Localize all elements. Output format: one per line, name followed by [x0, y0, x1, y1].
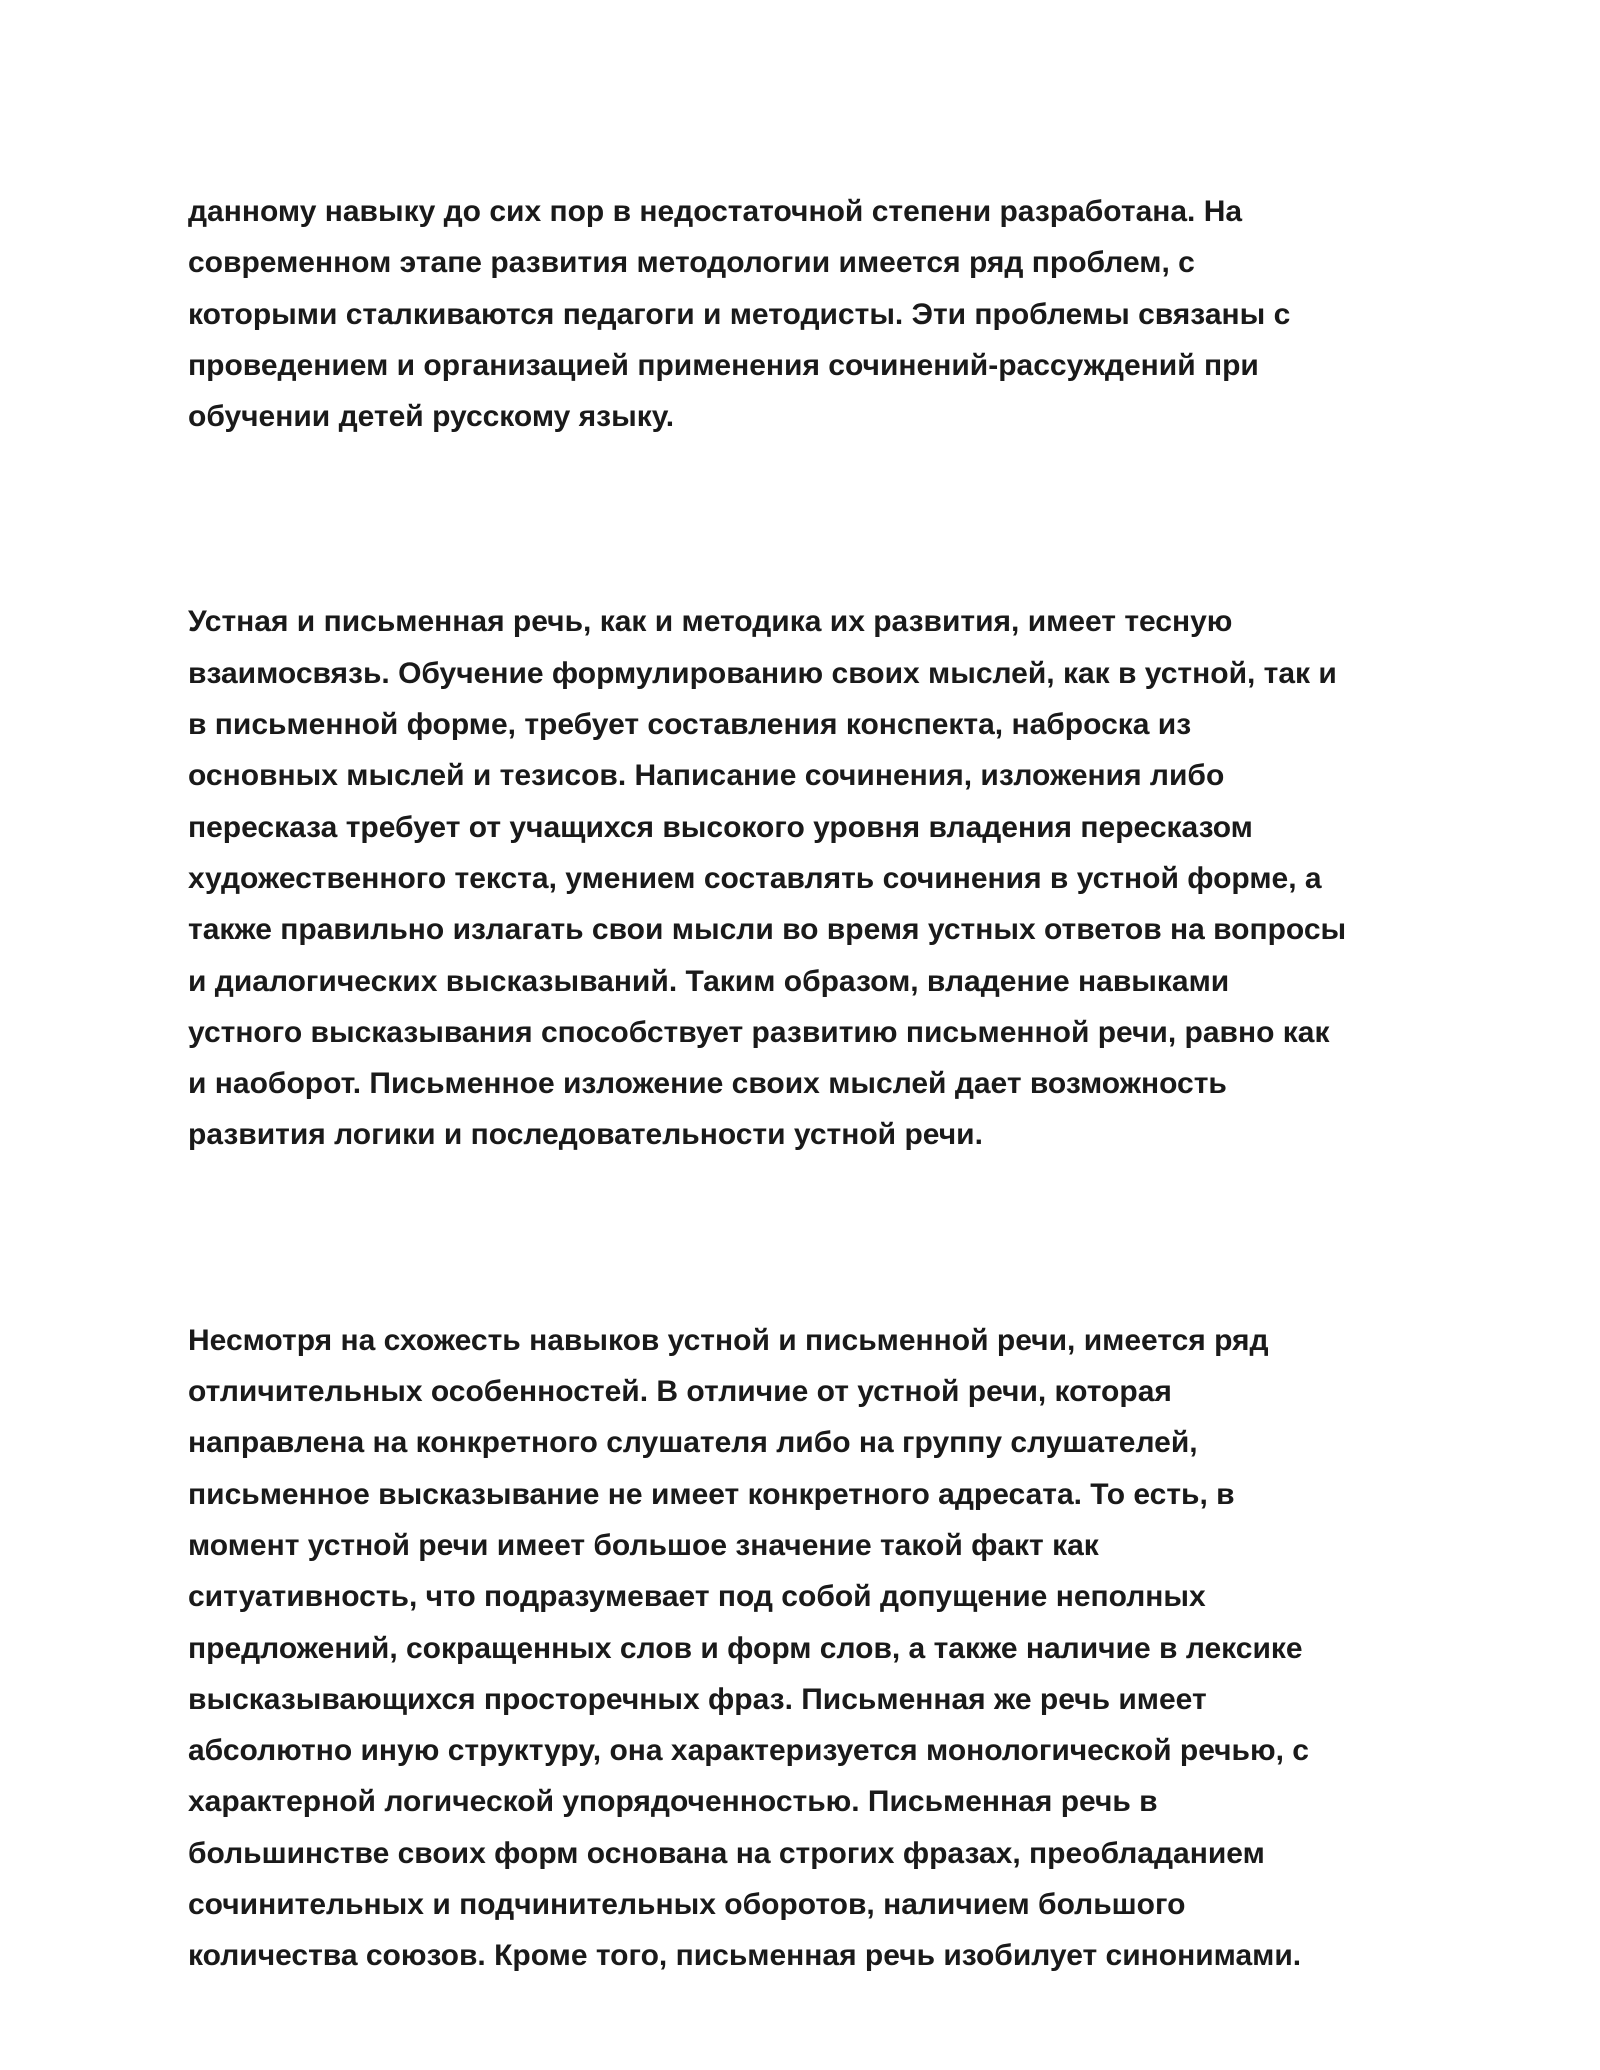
text-line: также правильно излагать свои мысли во время устных ответов на вопросы [188, 913, 1347, 947]
text-line: письменное высказывание не имеет конкретного адресата. То есть, в [188, 1477, 1235, 1511]
text-line: момент устной речи имеет большое значение такой факт как [188, 1528, 1099, 1562]
document-body [188, 186, 1428, 1982]
text-line: которыми сталкиваются педагоги и методисты. Эти проблемы связаны с [188, 297, 1291, 331]
text-line: взаимосвязь. Обучение формулированию своих мыслей, как в устной, так и [188, 656, 1337, 690]
text-line: в письменной форме, требует составления конспекта, наброска из [188, 708, 1192, 742]
paragraph-1 [188, 186, 1428, 442]
text-line: художественного текста, умением составлять сочинения в устной форме, а [188, 861, 1322, 895]
text-line: большинстве своих форм основана на строгих фразах, преобладанием [188, 1836, 1265, 1870]
text-line: пересказа требует от учащихся высокого уровня владения пересказом [188, 810, 1253, 844]
text-line: Устная и письменная речь, как и методика их развития, имеет тесную [188, 605, 1233, 639]
text-line: данному навыку до сих пор в недостаточной степени разработана. На [188, 195, 1243, 228]
text-line: ситуативность, что подразумевает под собой допущение неполных [188, 1580, 1206, 1614]
text-line: развития логики и последовательности устной речи. [188, 1118, 983, 1152]
paragraph-3 [188, 1315, 1428, 1982]
text-line: обучении детей русскому языку. [188, 400, 675, 434]
text-line: и наоборот. Письменное изложение своих мыслей дает возможность [188, 1067, 1227, 1101]
text-line: и диалогических высказываний. Таким образом, владение навыками [188, 964, 1230, 998]
text-line: сочинительных и подчинительных оборотов, наличием большого [188, 1888, 1186, 1922]
text-line: предложений, сокращенных слов и форм слов, а также наличие в лексике [188, 1631, 1303, 1665]
paragraph-spacer [188, 442, 1428, 596]
paragraph-spacer [188, 1161, 1428, 1315]
text-line: проведением и организацией применения сочинений-рассуждений при [188, 348, 1259, 382]
text-line: основных мыслей и тезисов. Написание сочинения, изложения либо [188, 759, 1225, 793]
text-line: современном этапе развития методологии имеется ряд проблем, с [188, 246, 1195, 280]
paragraph-2 [188, 596, 1428, 1160]
text-line: направлена на конкретного слушателя либо на группу слушателей, [188, 1426, 1198, 1460]
text-line: устного высказывания способствует развитию письменной речи, равно как [188, 1015, 1330, 1049]
text-line: абсолютно иную структуру, она характеризуется монологической речью, с [188, 1734, 1309, 1768]
text-line: высказывающихся просторечных фраз. Письменная же речь имеет [188, 1682, 1207, 1716]
text-line: количества союзов. Кроме того, письменная речь изобилует синонимами. [188, 1939, 1302, 1973]
text-line: Несмотря на схожесть навыков устной и письменной речи, имеется ряд [188, 1323, 1269, 1357]
text-line: характерной логической упорядоченностью. Письменная речь в [188, 1785, 1158, 1819]
text-line: отличительных особенностей. В отличие от устной речи, которая [188, 1375, 1172, 1409]
